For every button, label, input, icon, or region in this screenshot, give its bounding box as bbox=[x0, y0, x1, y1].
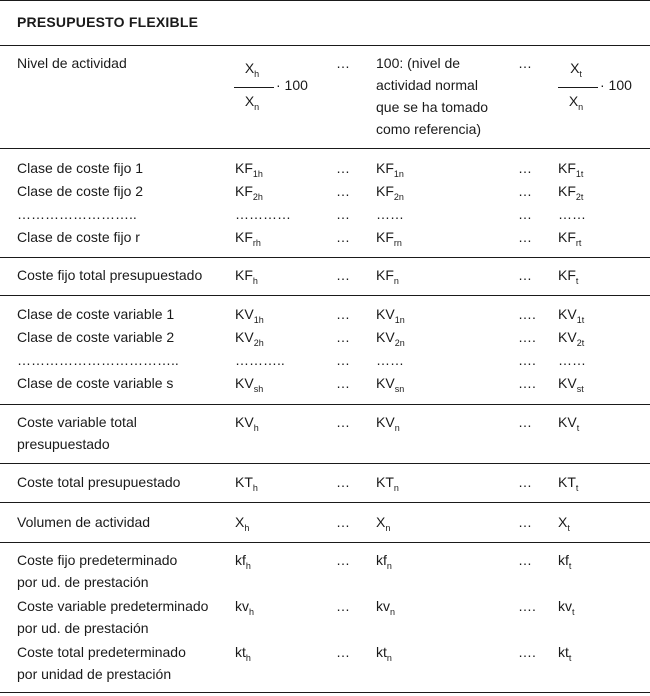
value-n: $kv_n$ bbox=[376, 598, 396, 617]
ratio-h-numerator: $X_h$ bbox=[244, 60, 260, 79]
dots-header-1: … bbox=[336, 55, 350, 71]
dots-2: …. bbox=[518, 598, 536, 614]
value-t: $X_t$ bbox=[558, 514, 570, 533]
rule-5 bbox=[0, 463, 650, 464]
rule-bottom bbox=[0, 692, 650, 693]
value-t: $KF_{rt}$ bbox=[558, 229, 582, 248]
value-t: $KV_{2t}$ bbox=[558, 329, 585, 348]
dots-2: …. bbox=[518, 644, 536, 660]
value-h: ………… bbox=[235, 206, 291, 222]
table-title: PRESUPUESTO FLEXIBLE bbox=[17, 14, 199, 30]
value-n: $KF_{rn}$ bbox=[376, 229, 402, 248]
value-t: …… bbox=[558, 352, 586, 368]
value-h: $KF_{rh}$ bbox=[235, 229, 261, 248]
value-h: $KV_h$ bbox=[235, 414, 259, 433]
value-h: $KV_{1h}$ bbox=[235, 306, 264, 325]
value-n: …… bbox=[376, 352, 404, 368]
rule-header bbox=[0, 45, 650, 46]
value-t: $KV_t$ bbox=[558, 414, 580, 433]
ratio-h-factor: · 100 bbox=[276, 77, 308, 93]
rule-top bbox=[0, 0, 650, 1]
row-label: Clase de coste variable 2 bbox=[17, 329, 175, 345]
dots-2: …. bbox=[518, 306, 536, 322]
dots-2: … bbox=[518, 267, 532, 283]
dots-2: … bbox=[518, 229, 532, 245]
value-n: $KF_n$ bbox=[376, 267, 399, 286]
value-n: …… bbox=[376, 206, 404, 222]
dots-2: … bbox=[518, 206, 532, 222]
value-h: $KF_h$ bbox=[235, 267, 258, 286]
row-label: Coste variable predeterminado por ud. de prestación bbox=[17, 598, 209, 636]
ratio-t-factor: · 100 bbox=[600, 77, 632, 93]
value-n: $X_n$ bbox=[376, 514, 391, 533]
normal-activity-text: 100: (nivel de actividad normal que se ha tomado como referencia) bbox=[376, 55, 489, 137]
activity-level-label: Nivel de actividad bbox=[17, 55, 127, 71]
dots-1: … bbox=[336, 206, 350, 222]
value-t: $KF_{2t}$ bbox=[558, 183, 584, 202]
row-label: Coste fijo predeterminado por ud. de prestación bbox=[17, 552, 178, 590]
row-label: Coste total presupuestado bbox=[17, 474, 181, 490]
dots-2: … bbox=[518, 183, 532, 199]
value-h: ……….. bbox=[235, 352, 285, 368]
dots-1: … bbox=[336, 160, 350, 176]
value-n: $KF_{1n}$ bbox=[376, 160, 404, 179]
row-label: Clase de coste fijo 1 bbox=[17, 160, 144, 176]
row-label: Clase de coste variable 1 bbox=[17, 306, 175, 322]
dots-1: … bbox=[336, 183, 350, 199]
row-label: Clase de coste fijo 2 bbox=[17, 183, 144, 199]
row-label: Coste fijo total presupuestado bbox=[17, 267, 203, 283]
ratio-t-numerator: $X_t$ bbox=[570, 60, 582, 79]
row-label: Volumen de actividad bbox=[17, 514, 151, 530]
value-t: $kv_t$ bbox=[558, 598, 575, 617]
row-label: …………………………….. bbox=[17, 352, 179, 368]
dots-1: … bbox=[336, 552, 350, 568]
value-n: $kt_n$ bbox=[376, 644, 392, 663]
dots-2: … bbox=[518, 552, 532, 568]
value-n: $KV_n$ bbox=[376, 414, 400, 433]
value-h: $kt_h$ bbox=[235, 644, 251, 663]
row-label: Coste total predeterminado por unidad de prestación bbox=[17, 644, 186, 682]
rule-6 bbox=[0, 502, 650, 503]
dots-1: … bbox=[336, 474, 350, 490]
value-n: $KV_{1n}$ bbox=[376, 306, 405, 325]
dots-1: … bbox=[336, 375, 350, 391]
fraction-bar bbox=[234, 87, 274, 88]
value-h: $KT_h$ bbox=[235, 474, 258, 493]
rule-3 bbox=[0, 295, 650, 296]
dots-1: … bbox=[336, 414, 350, 430]
dots-2: …. bbox=[518, 352, 536, 368]
value-n: $KT_n$ bbox=[376, 474, 399, 493]
dots-2: … bbox=[518, 514, 532, 530]
rule-2 bbox=[0, 257, 650, 258]
value-t: $kf_t$ bbox=[558, 552, 572, 571]
value-h: $kv_h$ bbox=[235, 598, 255, 617]
rule-4 bbox=[0, 404, 650, 405]
fraction-bar bbox=[558, 87, 598, 88]
row-label: …………………….. bbox=[17, 206, 137, 222]
value-n: $KF_{2n}$ bbox=[376, 183, 404, 202]
value-n: $KV_{2n}$ bbox=[376, 329, 405, 348]
dots-1: … bbox=[336, 229, 350, 245]
dots-1: … bbox=[336, 644, 350, 660]
ratio-h-denominator: $X_n$ bbox=[244, 93, 260, 112]
value-h: $kf_h$ bbox=[235, 552, 251, 571]
dots-2: …. bbox=[518, 375, 536, 391]
dots-2: … bbox=[518, 414, 532, 430]
dots-1: … bbox=[336, 267, 350, 283]
rule-7 bbox=[0, 542, 650, 543]
value-t: $KT_t$ bbox=[558, 474, 579, 493]
dots-2: … bbox=[518, 160, 532, 176]
dots-1: … bbox=[336, 306, 350, 322]
value-t: $KV_{1t}$ bbox=[558, 306, 585, 325]
value-h: $KV_{sh}$ bbox=[235, 375, 264, 394]
value-t: $KF_{1t}$ bbox=[558, 160, 584, 179]
dots-2: …. bbox=[518, 329, 536, 345]
row-label: Clase de coste fijo r bbox=[17, 229, 140, 245]
value-h: $X_h$ bbox=[235, 514, 250, 533]
value-h: $KF_{1h}$ bbox=[235, 160, 263, 179]
row-label: Coste variable total presupuestado bbox=[17, 414, 137, 452]
dots-1: … bbox=[336, 352, 350, 368]
value-t: $KF_t$ bbox=[558, 267, 579, 286]
value-t: …… bbox=[558, 206, 586, 222]
dots-1: … bbox=[336, 329, 350, 345]
dots-header-2: … bbox=[518, 55, 532, 71]
dots-1: … bbox=[336, 598, 350, 614]
rule-1 bbox=[0, 148, 650, 149]
value-n: $KV_{sn}$ bbox=[376, 375, 405, 394]
value-h: $KF_{2h}$ bbox=[235, 183, 263, 202]
dots-1: … bbox=[336, 514, 350, 530]
ratio-t-denominator: $X_n$ bbox=[568, 93, 584, 112]
value-t: $KV_{st}$ bbox=[558, 375, 584, 394]
value-t: $kt_t$ bbox=[558, 644, 572, 663]
value-n: $kf_n$ bbox=[376, 552, 392, 571]
value-h: $KV_{2h}$ bbox=[235, 329, 264, 348]
dots-2: … bbox=[518, 474, 532, 490]
row-label: Clase de coste variable s bbox=[17, 375, 174, 391]
